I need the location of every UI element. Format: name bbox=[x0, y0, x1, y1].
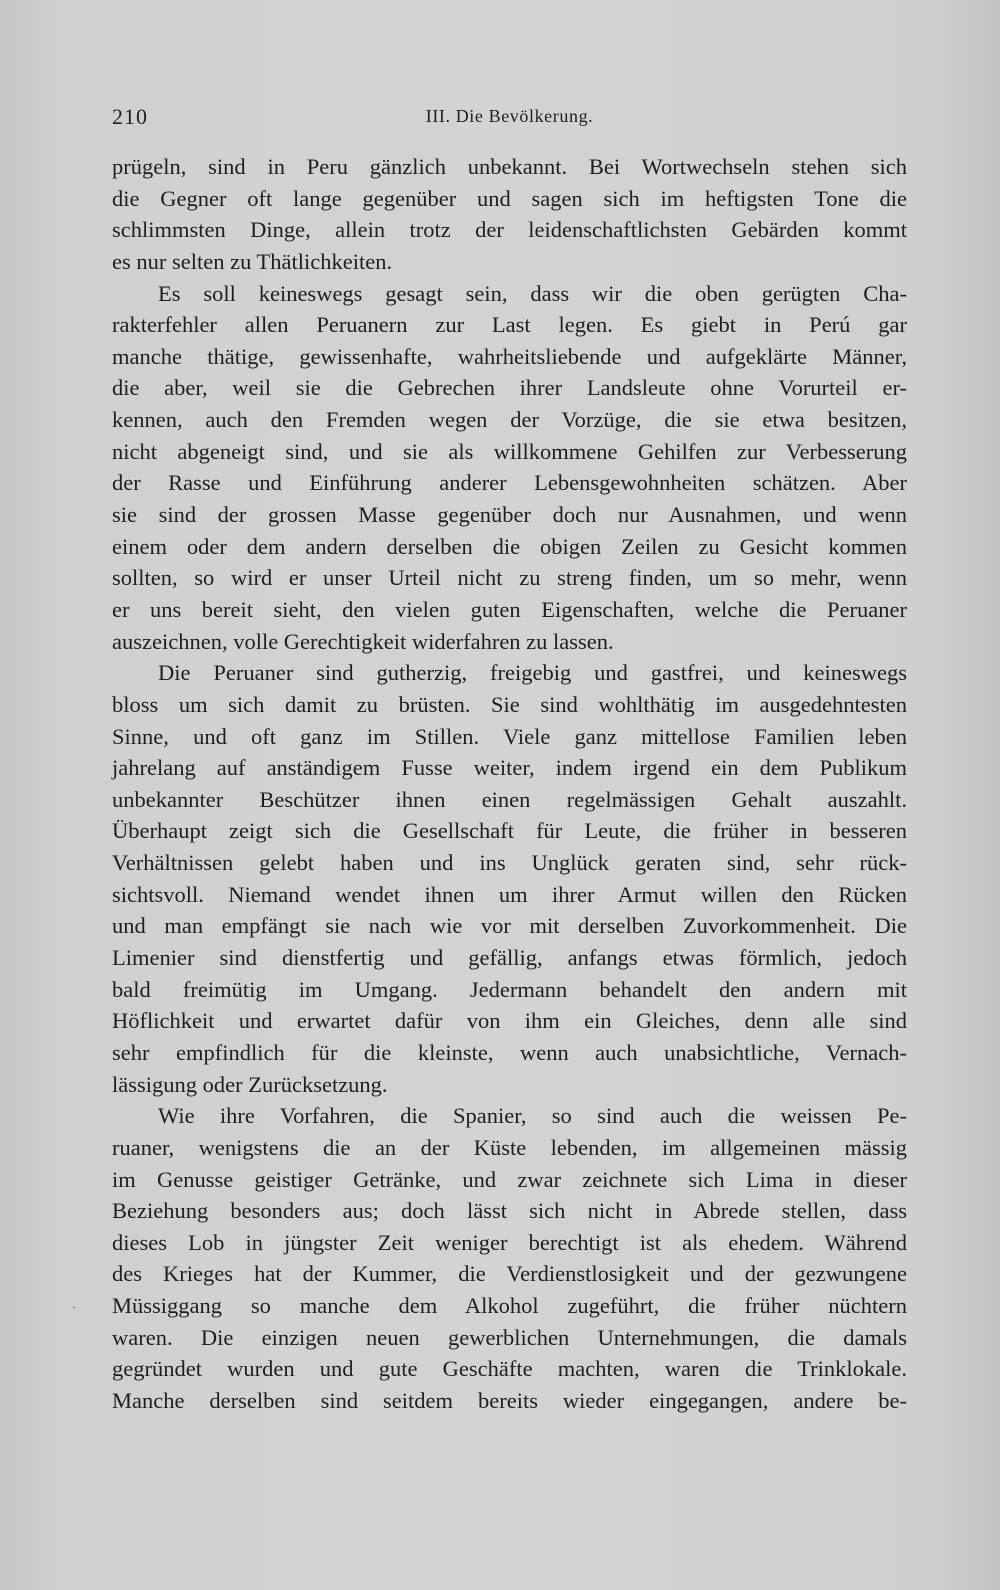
body-text bbox=[112, 151, 907, 1417]
text-line: gegründet wurden und gute Geschäfte machten, waren die Trinklokale. bbox=[112, 1356, 907, 1382]
text-line: es nur selten zu Thätlichkeiten. bbox=[112, 248, 393, 274]
page-number: 210 bbox=[112, 104, 148, 129]
text-line: manche thätige, gewissenhafte, wahrheitsliebende und aufgeklärte Männer, bbox=[112, 343, 907, 369]
text-line: einem oder dem andern derselben die obigen Zeilen zu Gesicht kommen bbox=[112, 533, 907, 559]
text-line: der Rasse und Einführung anderer Lebensgewohnheiten schätzen. Aber bbox=[112, 470, 907, 496]
text-line: Manche derselben sind seitdem bereits wieder eingegangen, andere be- bbox=[112, 1387, 907, 1413]
text-line: lässigung oder Zurücksetzung. bbox=[112, 1071, 388, 1097]
text-line: des Krieges hat der Kummer, die Verdienstlosigkeit und der gezwungene bbox=[112, 1261, 907, 1287]
text-line: dieses Lob in jüngster Zeit weniger berechtigt ist als ehedem. Während bbox=[112, 1229, 907, 1255]
text-line: auszeichnen, volle Gerechtigkeit widerfahren zu lassen. bbox=[112, 628, 614, 654]
text-line: ruaner, wenigstens die an der Küste lebenden, im allgemeinen mässig bbox=[112, 1134, 907, 1160]
text-line: bald freimütig im Umgang. Jedermann behandelt den andern mit bbox=[112, 976, 907, 1002]
margin-speck: · bbox=[72, 1300, 76, 1314]
text-line: Wie ihre Vorfahren, die Spanier, so sind auch die weissen Pe- bbox=[158, 1103, 907, 1129]
text-line: prügeln, sind in Peru gänzlich unbekannt. Bei Wortwechseln stehen sich bbox=[112, 154, 907, 179]
text-line: bloss um sich damit zu brüsten. Sie sind wohlthätig im ausgedehntesten bbox=[112, 691, 907, 717]
text-line: Limenier sind dienstfertig und gefällig, anfangs etwas förmlich, jedoch bbox=[112, 945, 907, 971]
text-line: nicht abgeneigt sind, und sie als willkommene Gehilfen zur Verbesserung bbox=[112, 438, 907, 464]
text-line: Müssiggang so manche dem Alkohol zugeführt, die früher nüchtern bbox=[112, 1293, 907, 1319]
text-line: Sinne, und oft ganz im Stillen. Viele ganz mittellose Familien leben bbox=[112, 723, 907, 749]
text-line: jahrelang auf anständigem Fusse weiter, indem irgend ein dem Publikum bbox=[112, 755, 907, 781]
page-header bbox=[112, 104, 907, 132]
text-line: schlimmsten Dinge, allein trotz der leidenschaftlichsten Gebärden kommt bbox=[112, 217, 907, 243]
text-line: im Genusse geistiger Getränke, und zwar zeichnete sich Lima in dieser bbox=[112, 1166, 907, 1192]
text-line: Die Peruaner sind gutherzig, freigebig und gastfrei, und keineswegs bbox=[158, 660, 907, 686]
text-line: unbekannter Beschützer ihnen einen regelmässigen Gehalt auszahlt. bbox=[112, 786, 907, 812]
text-line: sie sind der grossen Masse gegenüber doch nur Ausnahmen, und wenn bbox=[112, 502, 907, 528]
text-line: sollten, so wird er unser Urteil nicht zu streng finden, um so mehr, wenn bbox=[112, 565, 907, 591]
text-line: Verhältnissen gelebt haben und ins Unglück geraten sind, sehr rück- bbox=[112, 850, 907, 876]
text-line: waren. Die einzigen neuen gewerblichen Unternehmungen, die damals bbox=[112, 1324, 907, 1350]
text-line: er uns bereit sieht, den vielen guten Eigenschaften, welche die Peruaner bbox=[112, 596, 907, 622]
text-line: und man empfängt sie nach wie vor mit derselben Zuvorkommenheit. Die bbox=[112, 913, 907, 939]
text-line: rakterfehler allen Peruanern zur Last legen. Es giebt in Perú gar bbox=[112, 312, 907, 338]
text-line: Beziehung besonders aus; doch lässt sich nicht in Abrede stellen, dass bbox=[112, 1198, 907, 1224]
text-line: kennen, auch den Fremden wegen der Vorzüge, die sie etwa besitzen, bbox=[112, 407, 907, 433]
running-head: III. Die Bevölkerung. bbox=[425, 106, 594, 126]
text-line: sichtsvoll. Niemand wendet ihnen um ihrer Armut willen den Rücken bbox=[112, 881, 907, 907]
text-line: die aber, weil sie die Gebrechen ihrer Landsleute ohne Vorurteil er- bbox=[112, 375, 907, 401]
text-line: sehr empfindlich für die kleinste, wenn auch unabsichtliche, Vernach- bbox=[112, 1039, 907, 1065]
text-line: die Gegner oft lange gegenüber und sagen sich im heftigsten Tone die bbox=[112, 185, 907, 211]
text-line: Es soll keineswegs gesagt sein, dass wir die oben gerügten Cha- bbox=[158, 280, 907, 306]
text-line: Höflichkeit und erwartet dafür von ihm ein Gleiches, denn alle sind bbox=[112, 1008, 907, 1034]
text-line: Überhaupt zeigt sich die Gesellschaft für Leute, die früher in besseren bbox=[112, 818, 907, 844]
